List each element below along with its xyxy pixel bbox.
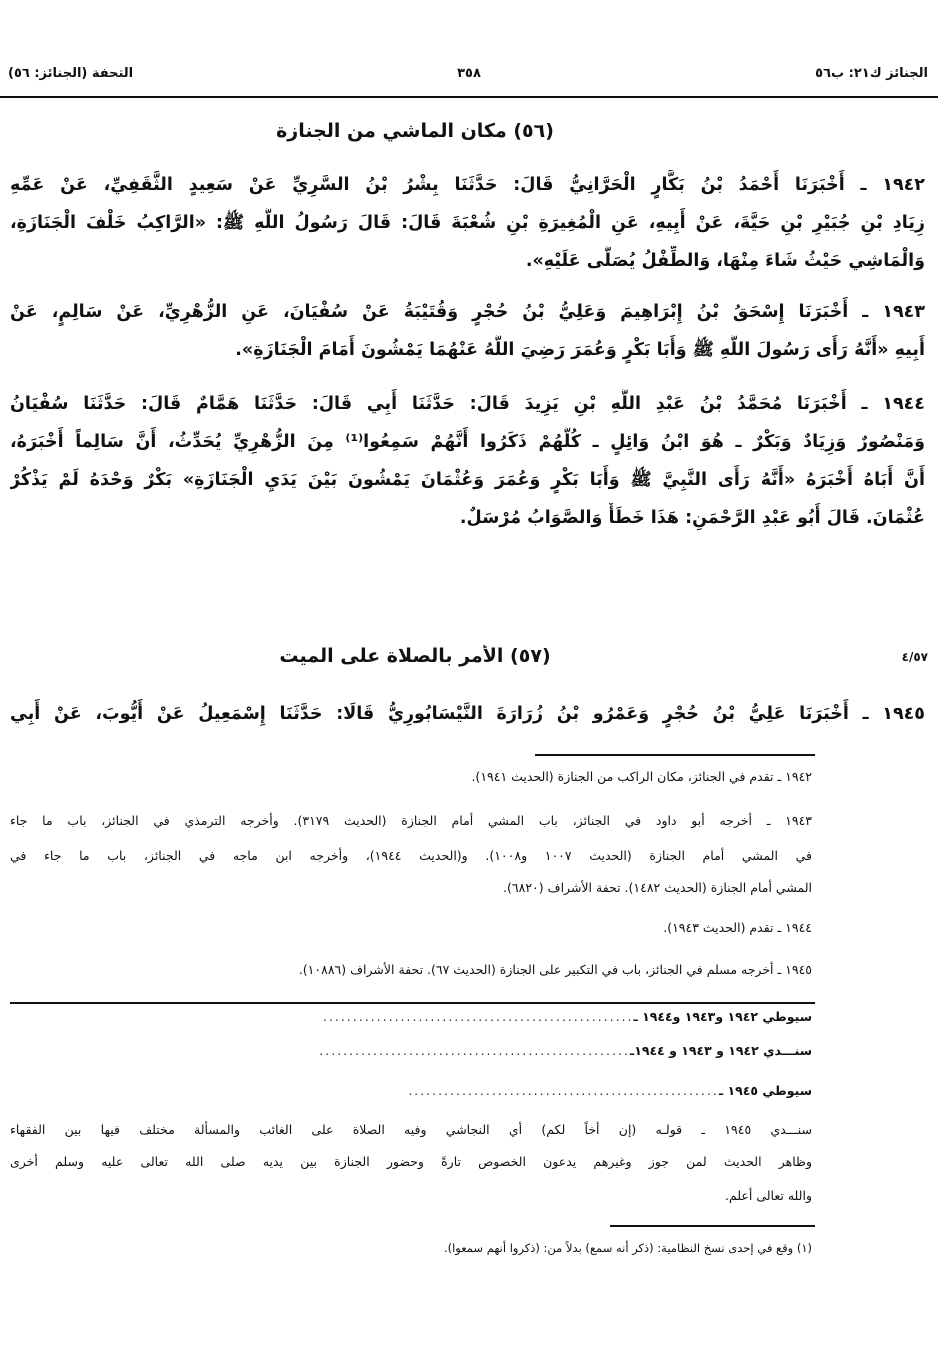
sindi-commentary-1942-1944 xyxy=(10,1040,812,1062)
page-number: ٣٥٨ xyxy=(457,66,481,81)
hadith-1943-line: أَبِيهِ «أَنَّهُ رَأَى رَسُولَ اللَّهِ ﷺ وَأَبَا بَكْرٍ وَعُمَرَ رَضِيَ اللَّهُ عَنْهُمَا يَمْشُونَ أَمَامَ الْجَنَازَةِ». xyxy=(235,340,925,360)
dot-leader: .................................................... xyxy=(319,1043,630,1058)
running-header-chapter: الجنائز ك٢١: ب٥٦ xyxy=(815,66,928,81)
dot-leader: .................................................... xyxy=(408,1083,719,1098)
hadith-1943-line: ١٩٤٣ ـ أَخْبَرَنَا إِسْحَقُ بْنُ إِبْرَاهِيمَ وَعَلِيُّ بْنُ حُجْرٍ وَقُتَيْبَةُ عَنْ سُفْيَانَ، عَنِ الزُّهْرِيِّ، عَنْ سَالِمٍ، عَنْ xyxy=(10,302,925,322)
footnote-1: (١) وقع في إحدى نسخ النظامية: (ذكر أنه سمع) بدلاً من: (ذكروا أنهم سمعوا). xyxy=(443,1241,812,1255)
sindi-commentary-1945-line: وظاهر الحديث لمن جوز وغيرهم يدعون الخصوص تارةً وحضور الجنازة بين يديه صلى الله تعالى عليه وسلم أخرى xyxy=(10,1154,812,1169)
section-title-56: (٥٦) مكان الماشي من الجنازة xyxy=(276,120,554,142)
sindi-commentary-1945-line: والله تعالى أعلم. xyxy=(724,1188,812,1203)
suyuti-commentary-1942-1944 xyxy=(10,1006,812,1028)
footnote-rule xyxy=(535,754,815,756)
takhrij-1945: ١٩٤٥ ـ أخرجه مسلم في الجنائز، باب في التكبير على الجنازة (الحديث ٦٧). تحفة الأشراف (١٠٨٨٦). xyxy=(298,962,812,977)
hadith-1942-line: وَالْمَاشِي حَيْثُ شَاءَ مِنْهَا، وَالطِّفْلُ يُصَلَّى عَلَيْهِ». xyxy=(525,251,925,271)
hadith-1945-line: ١٩٤٥ ـ أَخْبَرَنَا عَلِيُّ بْنُ حُجْرٍ وَعَمْرُو بْنُ زُرَارَةَ النَّيْسَابُورِيُّ قَالَا: حَدَّثَنَا إِسْمَعِيلُ عَنْ أَيُّوبَ، عَنْ أَبِي xyxy=(10,704,925,724)
suyuti-label: سيوطي ١٩٤٢ و١٩٤٣ و١٩٤٤ ـ xyxy=(633,1009,812,1024)
takhrij-1943-line: في المشي أمام الجنازة (الحديث ١٠٠٧ و١٠٠٨). و(الحديث ١٩٤٤)، وأخرجه ابن ماجه في الجنائز، باب ما جاء في xyxy=(10,848,812,863)
hadith-1942-line: زِيَادِ بْنِ جُبَيْرِ بْنِ حَيَّةَ، عَنْ أَبِيهِ، عَنِ الْمُغِيرَةِ بْنِ شُعْبَةَ قَالَ: قَالَ رَسُولُ اللَّهِ ﷺ: «الرَّاكِبُ خَلْفَ الْجَنَازَةِ، xyxy=(10,213,925,233)
hadith-1944-line: وَمَنْصُورٌ وَزِيَادٌ وَبَكْرٌ ـ هُوَ ابْنُ وَائِلٍ ـ كُلُّهُمْ ذَكَرُوا أَنَّهُمْ سَمِعُوا⁽¹⁾ مِنَ الزُّهْرِيِّ يُحَدِّثُ، أَنَّ سَالِماً أَخْبَرَهُ، xyxy=(10,432,925,452)
running-header-tuhfa: التحفة (الجنائز: ٥٦) xyxy=(8,66,134,81)
sindi-label: سنـــدي ١٩٤٢ و ١٩٤٣ و ١٩٤٤ـ xyxy=(629,1043,812,1058)
dot-leader: .................................................... xyxy=(322,1009,634,1024)
hadith-1942-line: ١٩٤٢ ـ أَخْبَرَنَا أَحْمَدُ بْنُ بَكَّارٍ الْحَرَّانِيُّ قَالَ: حَدَّثَنَا بِشْرُ بْنُ السَّرِيِّ عَنْ سَعِيدٍ الثَّقَفِيِّ، عَنْ عَمِّهِ xyxy=(10,175,925,195)
sindi-commentary-1945-line: سنـــدي ١٩٤٥ ـ قولـه (إن أخاً لكم) أي النجاشي وفيه الصلاة على الغائب والمسألة مختلف فيها بين الفقهاء xyxy=(10,1122,812,1137)
section-title-57: (٥٧) الأمر بالصلاة على الميت xyxy=(279,645,551,667)
takhrij-1944: ١٩٤٤ ـ تقدم (الحديث ١٩٤٣). xyxy=(663,920,812,935)
takhrij-1943-line: المشي أمام الجنازة (الحديث ١٤٨٢). تحفة الأشراف (٦٨٢٠). xyxy=(503,880,812,895)
hadith-1944-line: عُثْمَانَ. قَالَ أَبُو عَبْدِ الرَّحْمَنِ: هَذَا خَطَأٌ وَالصَّوَابُ مُرْسَلٌ. xyxy=(459,508,925,528)
commentary-rule xyxy=(10,1002,815,1004)
hadith-1944-line: ١٩٤٤ ـ أَخْبَرَنَا مُحَمَّدُ بْنُ عَبْدِ اللَّهِ بْنِ يَزِيدَ قَالَ: حَدَّثَنَا أَبِي قَالَ: حَدَّثَنَا هَمَّامٌ قَالَ: حَدَّثَنَا سُفْيَانُ xyxy=(10,394,925,414)
hadith-1944-line: أَنَّ أَبَاهُ أَخْبَرَهُ «أَنَّهُ رَأَى النَّبِيَّ ﷺ وَأَبَا بَكْرٍ وَعُمَرَ وَعُثْمَانَ يَمْشُونَ بَيْنَ يَدَيِ الْجَنَازَةِ» بَكْرٌ وَحْدَهُ لَمْ يَذْكُرْ xyxy=(10,470,925,490)
margin-reference: ٤/٥٧ xyxy=(901,650,928,664)
suyuti-commentary-1945 xyxy=(10,1080,812,1102)
takhrij-1943-line: ١٩٤٣ ـ أخرجه أبو داود في الجنائز، باب المشي أمام الجنازة (الحديث ٣١٧٩). وأخرجه الترمذي في الجنائز، باب ما جاء xyxy=(10,813,812,828)
takhrij-1942: ١٩٤٢ ـ تقدم في الجنائز، مكان الراكب من الجنازة (الحديث ١٩٤١). xyxy=(471,769,812,784)
header-rule xyxy=(0,96,938,98)
suyuti-label: سيوطي ١٩٤٥ ـ xyxy=(718,1083,812,1098)
footnote-rule xyxy=(610,1225,815,1227)
